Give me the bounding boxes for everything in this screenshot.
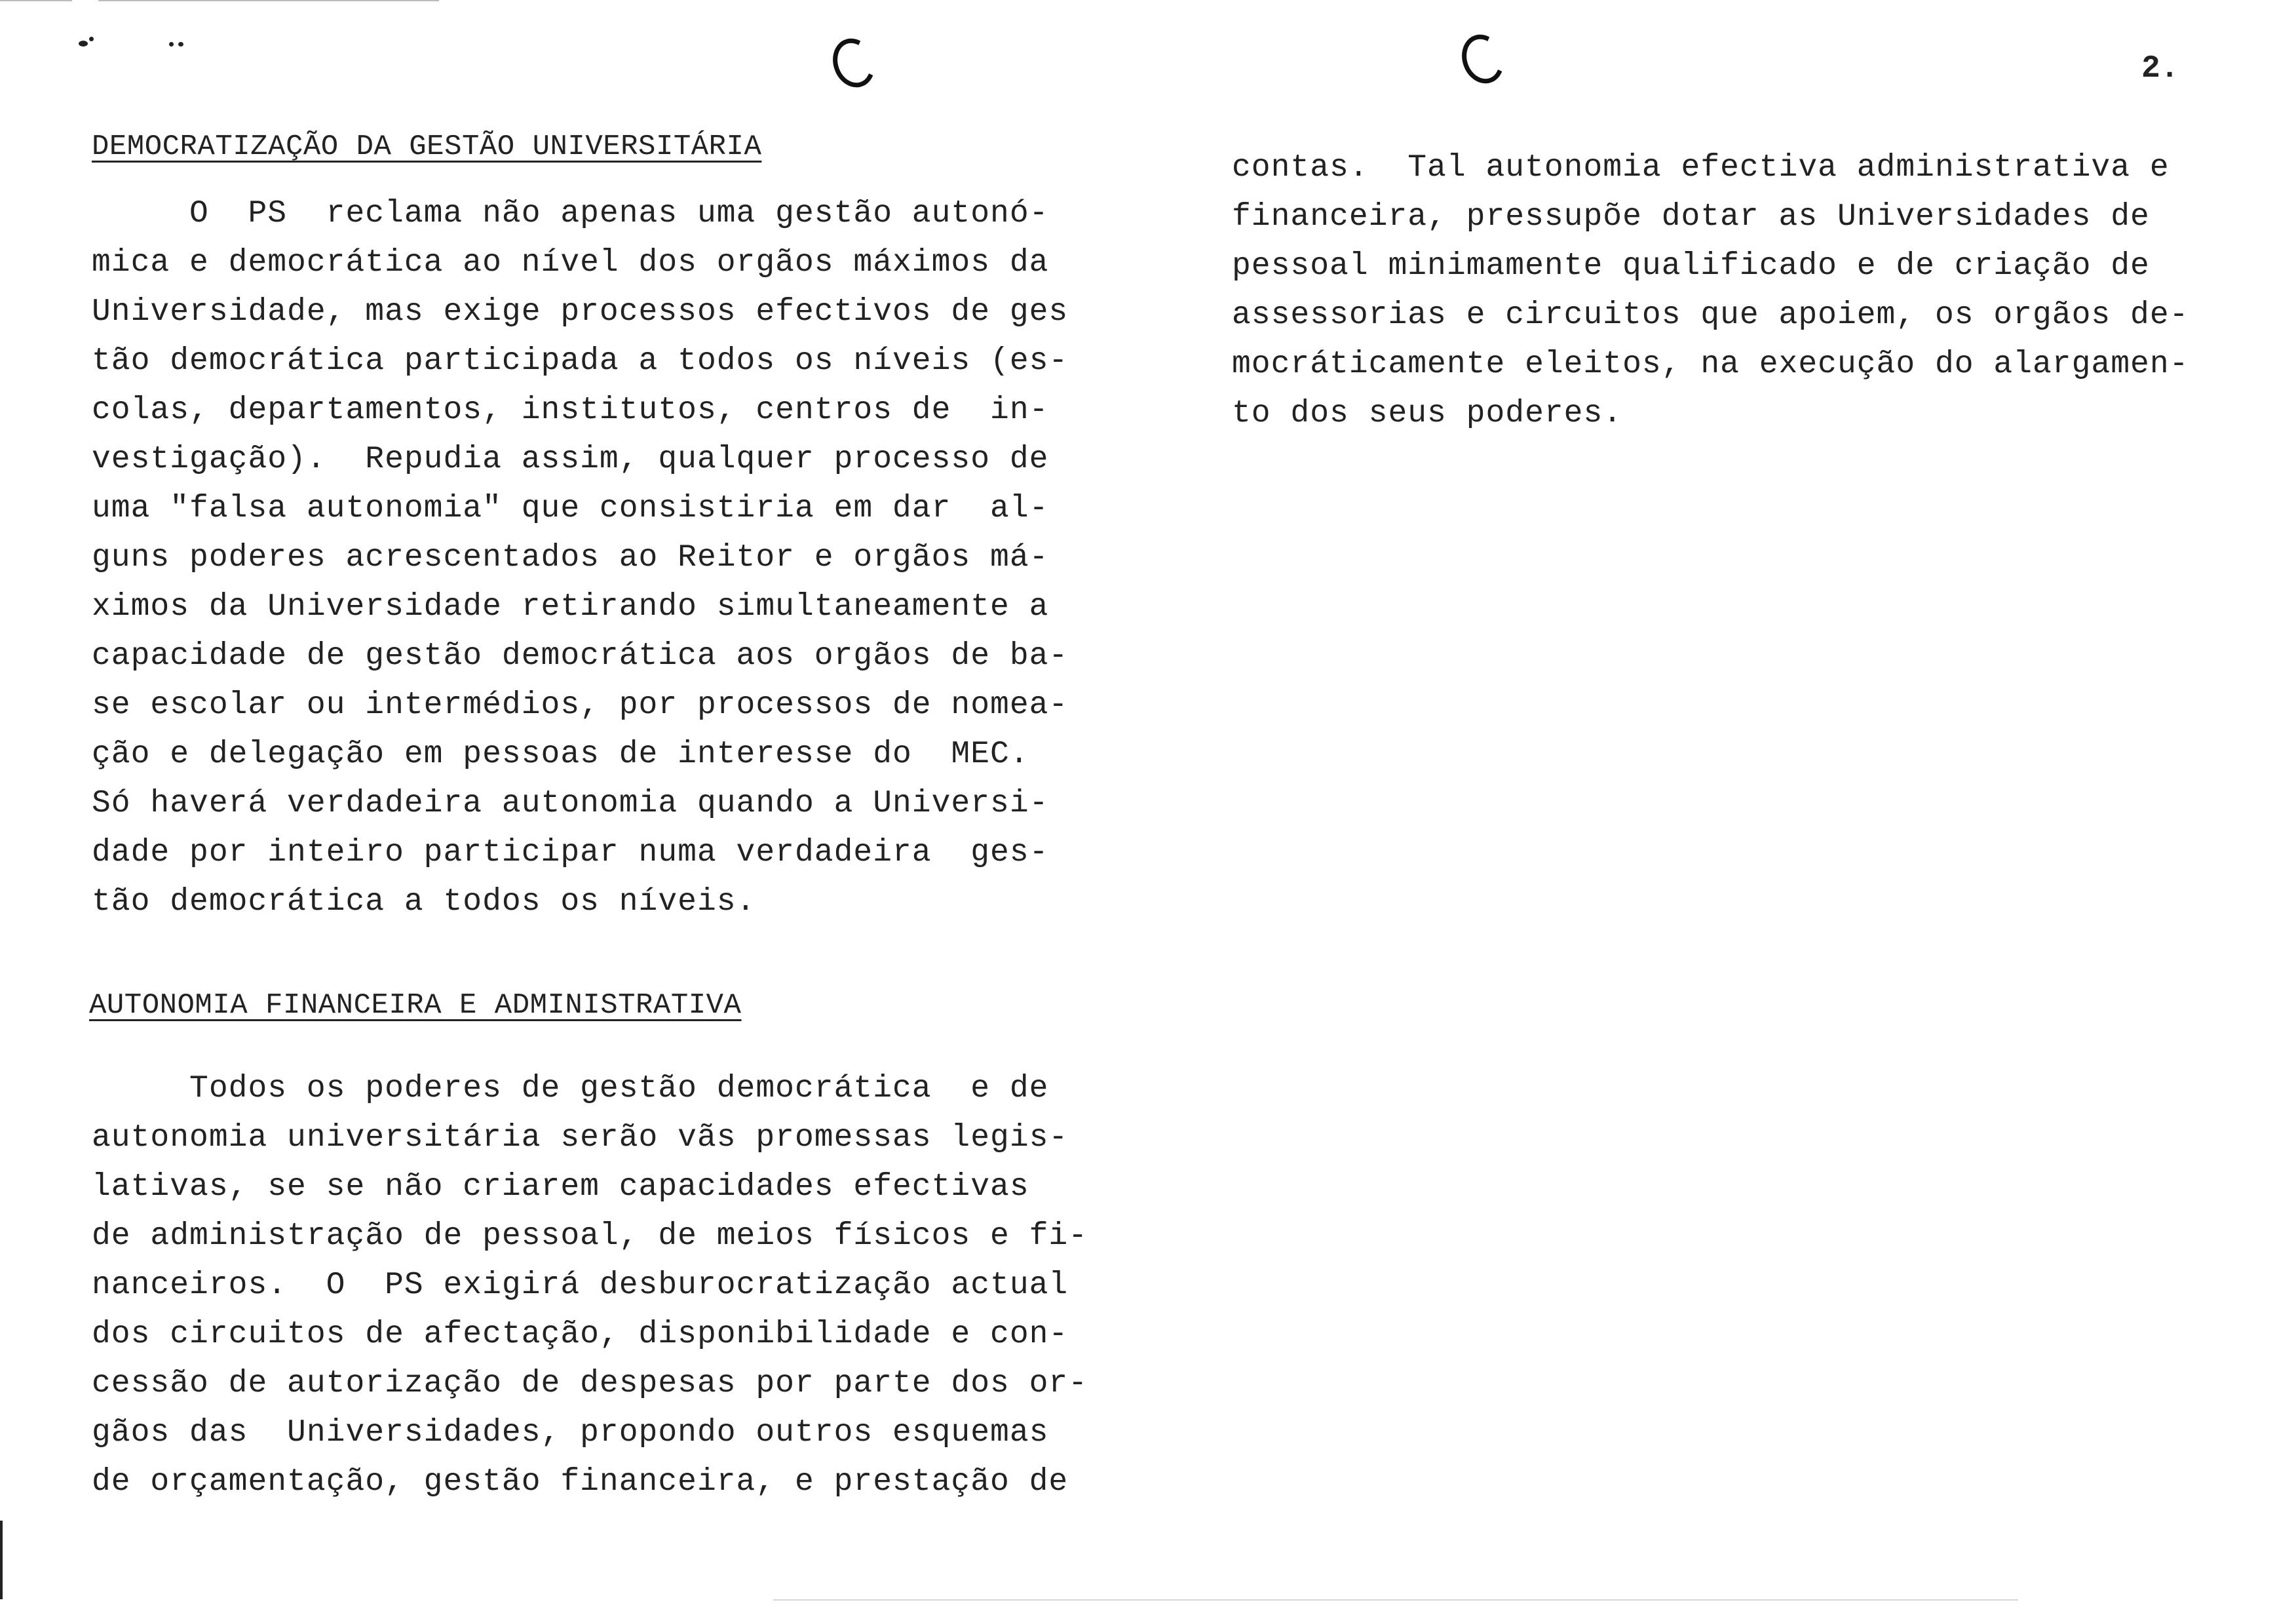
page-number: 2. — [2141, 51, 2179, 87]
paragraph-line: vestigação). Repudia assim, qualquer processo de — [92, 442, 1049, 477]
paragraph-line: O PS reclama não apenas uma gestão autonó- — [92, 196, 1049, 231]
paragraph-line: lativas, se se não criarem capacidades efectivas — [92, 1169, 1029, 1205]
scan-speck — [89, 37, 94, 41]
top-edge-rule — [0, 0, 72, 1]
paragraph-line: tão democrática a todos os níveis. — [92, 884, 756, 920]
paragraph-line: ximos da Universidade retirando simultaneamente a — [92, 589, 1049, 625]
paragraph-line: autonomia universitária serão vãs promessas legis- — [92, 1120, 1069, 1156]
paragraph-line: nanceiros. O PS exigirá desburocratização actual — [92, 1268, 1069, 1303]
paragraph-line: uma "falsa autonomia" que consistiria em dar al- — [92, 491, 1049, 526]
paragraph-line: pessoal minimamente qualificado e de criação de — [1232, 248, 2150, 284]
paragraph-line: de orçamentação, gestão financeira, e prestação de — [92, 1464, 1069, 1500]
paragraph-line: colas, departamentos, institutos, centros de in- — [92, 393, 1049, 428]
section-heading-democratizacao: DEMOCRATIZAÇÃO DA GESTÃO UNIVERSITÁRIA — [92, 130, 762, 163]
scan-speck — [79, 41, 88, 47]
paragraph-line: dos circuitos de afectação, disponibilidade e con- — [92, 1317, 1069, 1352]
paragraph-line: assessorias e circuitos que apoiem, os orgãos de- — [1232, 298, 2189, 333]
scan-speck — [178, 42, 183, 47]
paragraph-line: Todos os poderes de gestão democrática e de — [92, 1071, 1049, 1106]
paragraph-line: dade por inteiro participar numa verdadeira ges- — [92, 835, 1049, 870]
section-heading-autonomia: AUTONOMIA FINANCEIRA E ADMINISTRATIVA — [89, 989, 742, 1022]
paragraph-line: mica e democrática ao nível dos orgãos máximos da — [92, 245, 1049, 281]
paragraph-line: financeira, pressupõe dotar as Universidades de — [1232, 199, 2150, 235]
paragraph-line: Só haverá verdadeira autonomia quando a Universi- — [92, 786, 1049, 821]
paragraph-line: contas. Tal autonomia efectiva administrativa e — [1232, 150, 2170, 185]
paragraph-line: guns poderes acrescentados ao Reitor e orgãos má- — [92, 540, 1049, 575]
paragraph-line: capacidade de gestão democrática aos orgãos de ba- — [92, 638, 1069, 674]
paragraph-line: gãos das Universidades, propondo outros esquemas — [92, 1415, 1049, 1450]
binding-hole-mark-left — [826, 33, 881, 94]
paragraph-line: cessão de autorização de despesas por parte dos or- — [92, 1366, 1088, 1401]
paragraph-line: de administração de pessoal, de meios físicos e fi- — [92, 1218, 1088, 1254]
paragraph-line: ção e delegação em pessoas de interesse do MEC. — [92, 737, 1029, 772]
scan-speck — [169, 42, 174, 47]
paragraph-line: Universidade, mas exige processos efectivos de ges — [92, 294, 1069, 330]
paragraph-line: tão democrática participada a todos os níveis (es- — [92, 343, 1069, 379]
top-edge-rule-2 — [98, 0, 439, 1]
paragraph-line: se escolar ou intermédios, por processos de nomea- — [92, 688, 1069, 723]
binding-hole-mark-right — [1455, 29, 1510, 90]
left-edge-mark — [0, 1521, 3, 1599]
paragraph-line: mocráticamente eleitos, na execução do alargamen- — [1232, 347, 2189, 382]
bottom-edge-rule — [773, 1599, 2018, 1601]
paragraph-line: to dos seus poderes. — [1232, 396, 1623, 431]
